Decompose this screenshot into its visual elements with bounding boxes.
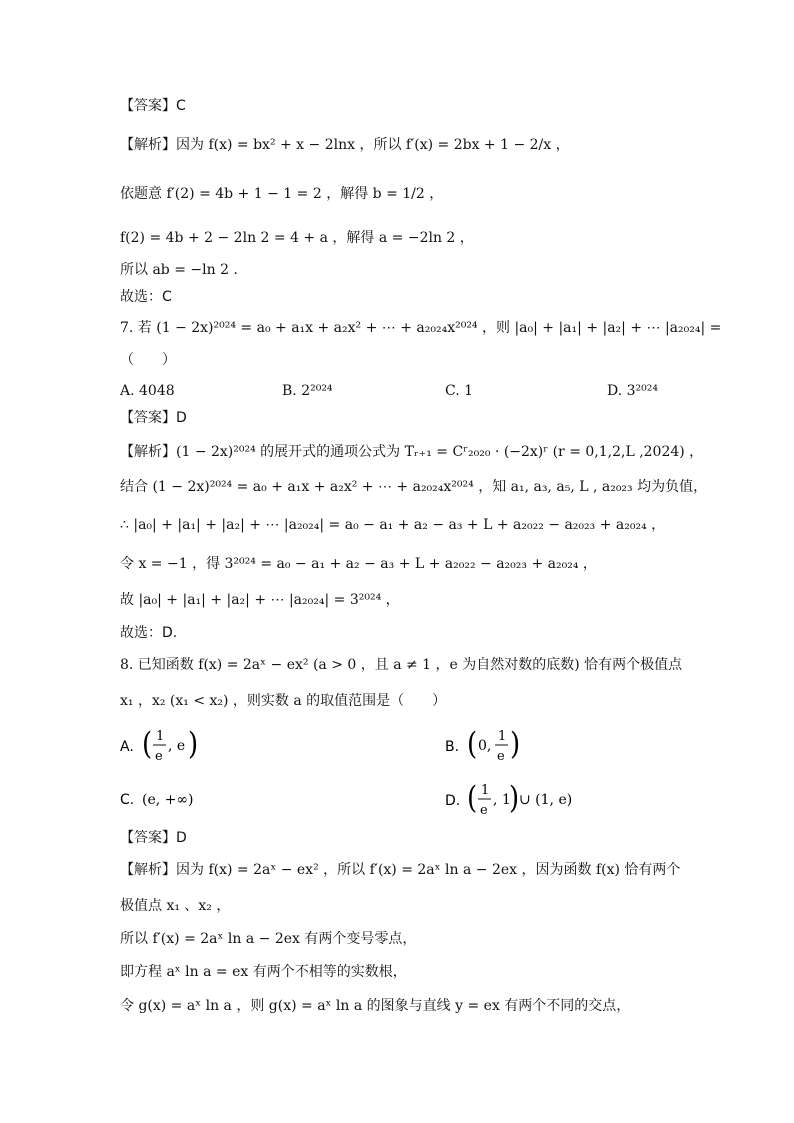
denominator: e	[480, 803, 488, 818]
option-d	[445, 778, 575, 822]
analysis-line: 依题意 f′(2) = 4b + 1 − 1 = 2 ，解得 b = 1/2 ，	[120, 186, 444, 202]
right-paren: )	[509, 778, 520, 816]
analysis-line: 令 x = −1 ，得 3²⁰²⁴ = a₀ − a₁ + a₂ − a₃ + L + a₂₀₂₂ − a₂₀₂₃ + a₂₀₂₄ ，	[120, 556, 597, 572]
answer-line: 【答案】D	[120, 830, 187, 846]
option-d: D. 3²⁰²⁴	[607, 383, 658, 399]
analysis-line: 令 g(x) = aˣ ln a ，则 g(x) = aˣ ln a 的图象与直线 y = ex 有两个不同的交点，	[120, 998, 631, 1014]
left-paren: (	[467, 724, 478, 762]
question-7-stem: 7. 若 (1 − 2x)²⁰²⁴ = a₀ + a₁x + a₂x² + ⋯ + a₂₀₂₄x²⁰²⁴ ，则 |a₀| + |a₁| + |a₂| + ⋯ |a₂₀₂₄| =	[120, 320, 722, 336]
analysis-line: 【解析】因为 f(x) = bx² + x − 2lnx ，所以 f′(x) = 2bx + 1 − 2/x ，	[120, 137, 570, 153]
interval: (e, +∞)	[142, 792, 194, 808]
right-paren: )	[510, 724, 521, 762]
question-8-stem: 8. 已知函数 f(x) = 2aˣ − ex² (a > 0 ，且 a ≠ 1 ，e 为自然对数的底数) 恰有两个极值点	[120, 657, 683, 673]
analysis-line: 故 |a₀| + |a₁| + |a₂| + ⋯ |a₂₀₂₄| = 3²⁰²⁴ ，	[120, 592, 400, 608]
interval-tail: , e	[168, 738, 186, 754]
choice-line: 故选：D.	[120, 625, 178, 641]
answer-line: 【答案】C	[120, 98, 186, 114]
numerator: 1	[156, 729, 165, 744]
analysis-line: 即方程 aˣ ln a = ex 有两个不相等的实数根，	[120, 964, 407, 980]
denominator: e	[497, 749, 505, 764]
option-c	[120, 784, 210, 814]
option-label: C.	[120, 792, 135, 808]
option-b: B. 2²⁰²⁴	[282, 383, 333, 399]
denominator: e	[155, 749, 163, 764]
analysis-line: ∴ |a₀| + |a₁| + |a₂| + ⋯ |a₂₀₂₄| = a₀ − a₁ + a₂ − a₃ + L + a₂₀₂₂ − a₂₀₂₃ + a₂₀₂₄ ，	[120, 517, 666, 533]
option-label: D.	[445, 793, 461, 809]
analysis-line: 【解析】因为 f(x) = 2aˣ − ex² ，所以 f′(x) = 2aˣ ln a − 2ex ，因为函数 f(x) 恰有两个	[120, 862, 681, 878]
interval-head: 0,	[478, 738, 492, 754]
interval-tail: , 1	[493, 792, 511, 808]
option-a	[120, 724, 200, 768]
analysis-line: 【解析】(1 − 2x)²⁰²⁴ 的展开式的通项公式为 Tᵣ₊₁ = Cʳ₂₀₂₀ · (−2x)ʳ (r = 0,1,2,L ,2024) ，	[120, 444, 704, 460]
union-interval: ∪ (1, e)	[519, 792, 573, 808]
question-8-stem: x₁ ，x₂ (x₁ < x₂) ，则实数 a 的取值范围是（ ）	[120, 693, 447, 709]
option-c: C. 1	[445, 383, 474, 399]
analysis-line: 所以 f′(x) = 2aˣ ln a − 2ex 有两个变号零点，	[120, 931, 417, 947]
right-paren: )	[188, 724, 199, 762]
analysis-line: f(2) = 4b + 2 − 2ln 2 = 4 + a ，解得 a = −2ln 2 ，	[120, 230, 474, 246]
analysis-line: 极值点 x₁ 、x₂ ，	[120, 898, 231, 914]
choice-line: 故选：C	[120, 289, 172, 305]
left-paren: (	[142, 724, 153, 762]
question-7-blank: （ ）	[120, 352, 176, 368]
numerator: 1	[481, 783, 490, 798]
answer-line: 【答案】D	[120, 410, 187, 426]
left-paren: (	[467, 778, 478, 816]
option-a: A. 4048	[120, 383, 175, 399]
option-b	[445, 724, 525, 768]
option-label: B.	[445, 739, 460, 755]
option-label: A.	[120, 739, 134, 755]
numerator: 1	[498, 729, 507, 744]
analysis-line: 所以 ab = −ln 2 .	[120, 262, 238, 278]
analysis-line: 结合 (1 − 2x)²⁰²⁴ = a₀ + a₁x + a₂x² + ⋯ + a₂₀₂₄x²⁰²⁴ ，知 a₁, a₃, a₅, L , a₂₀₂₃ 均为负值，	[120, 479, 708, 495]
